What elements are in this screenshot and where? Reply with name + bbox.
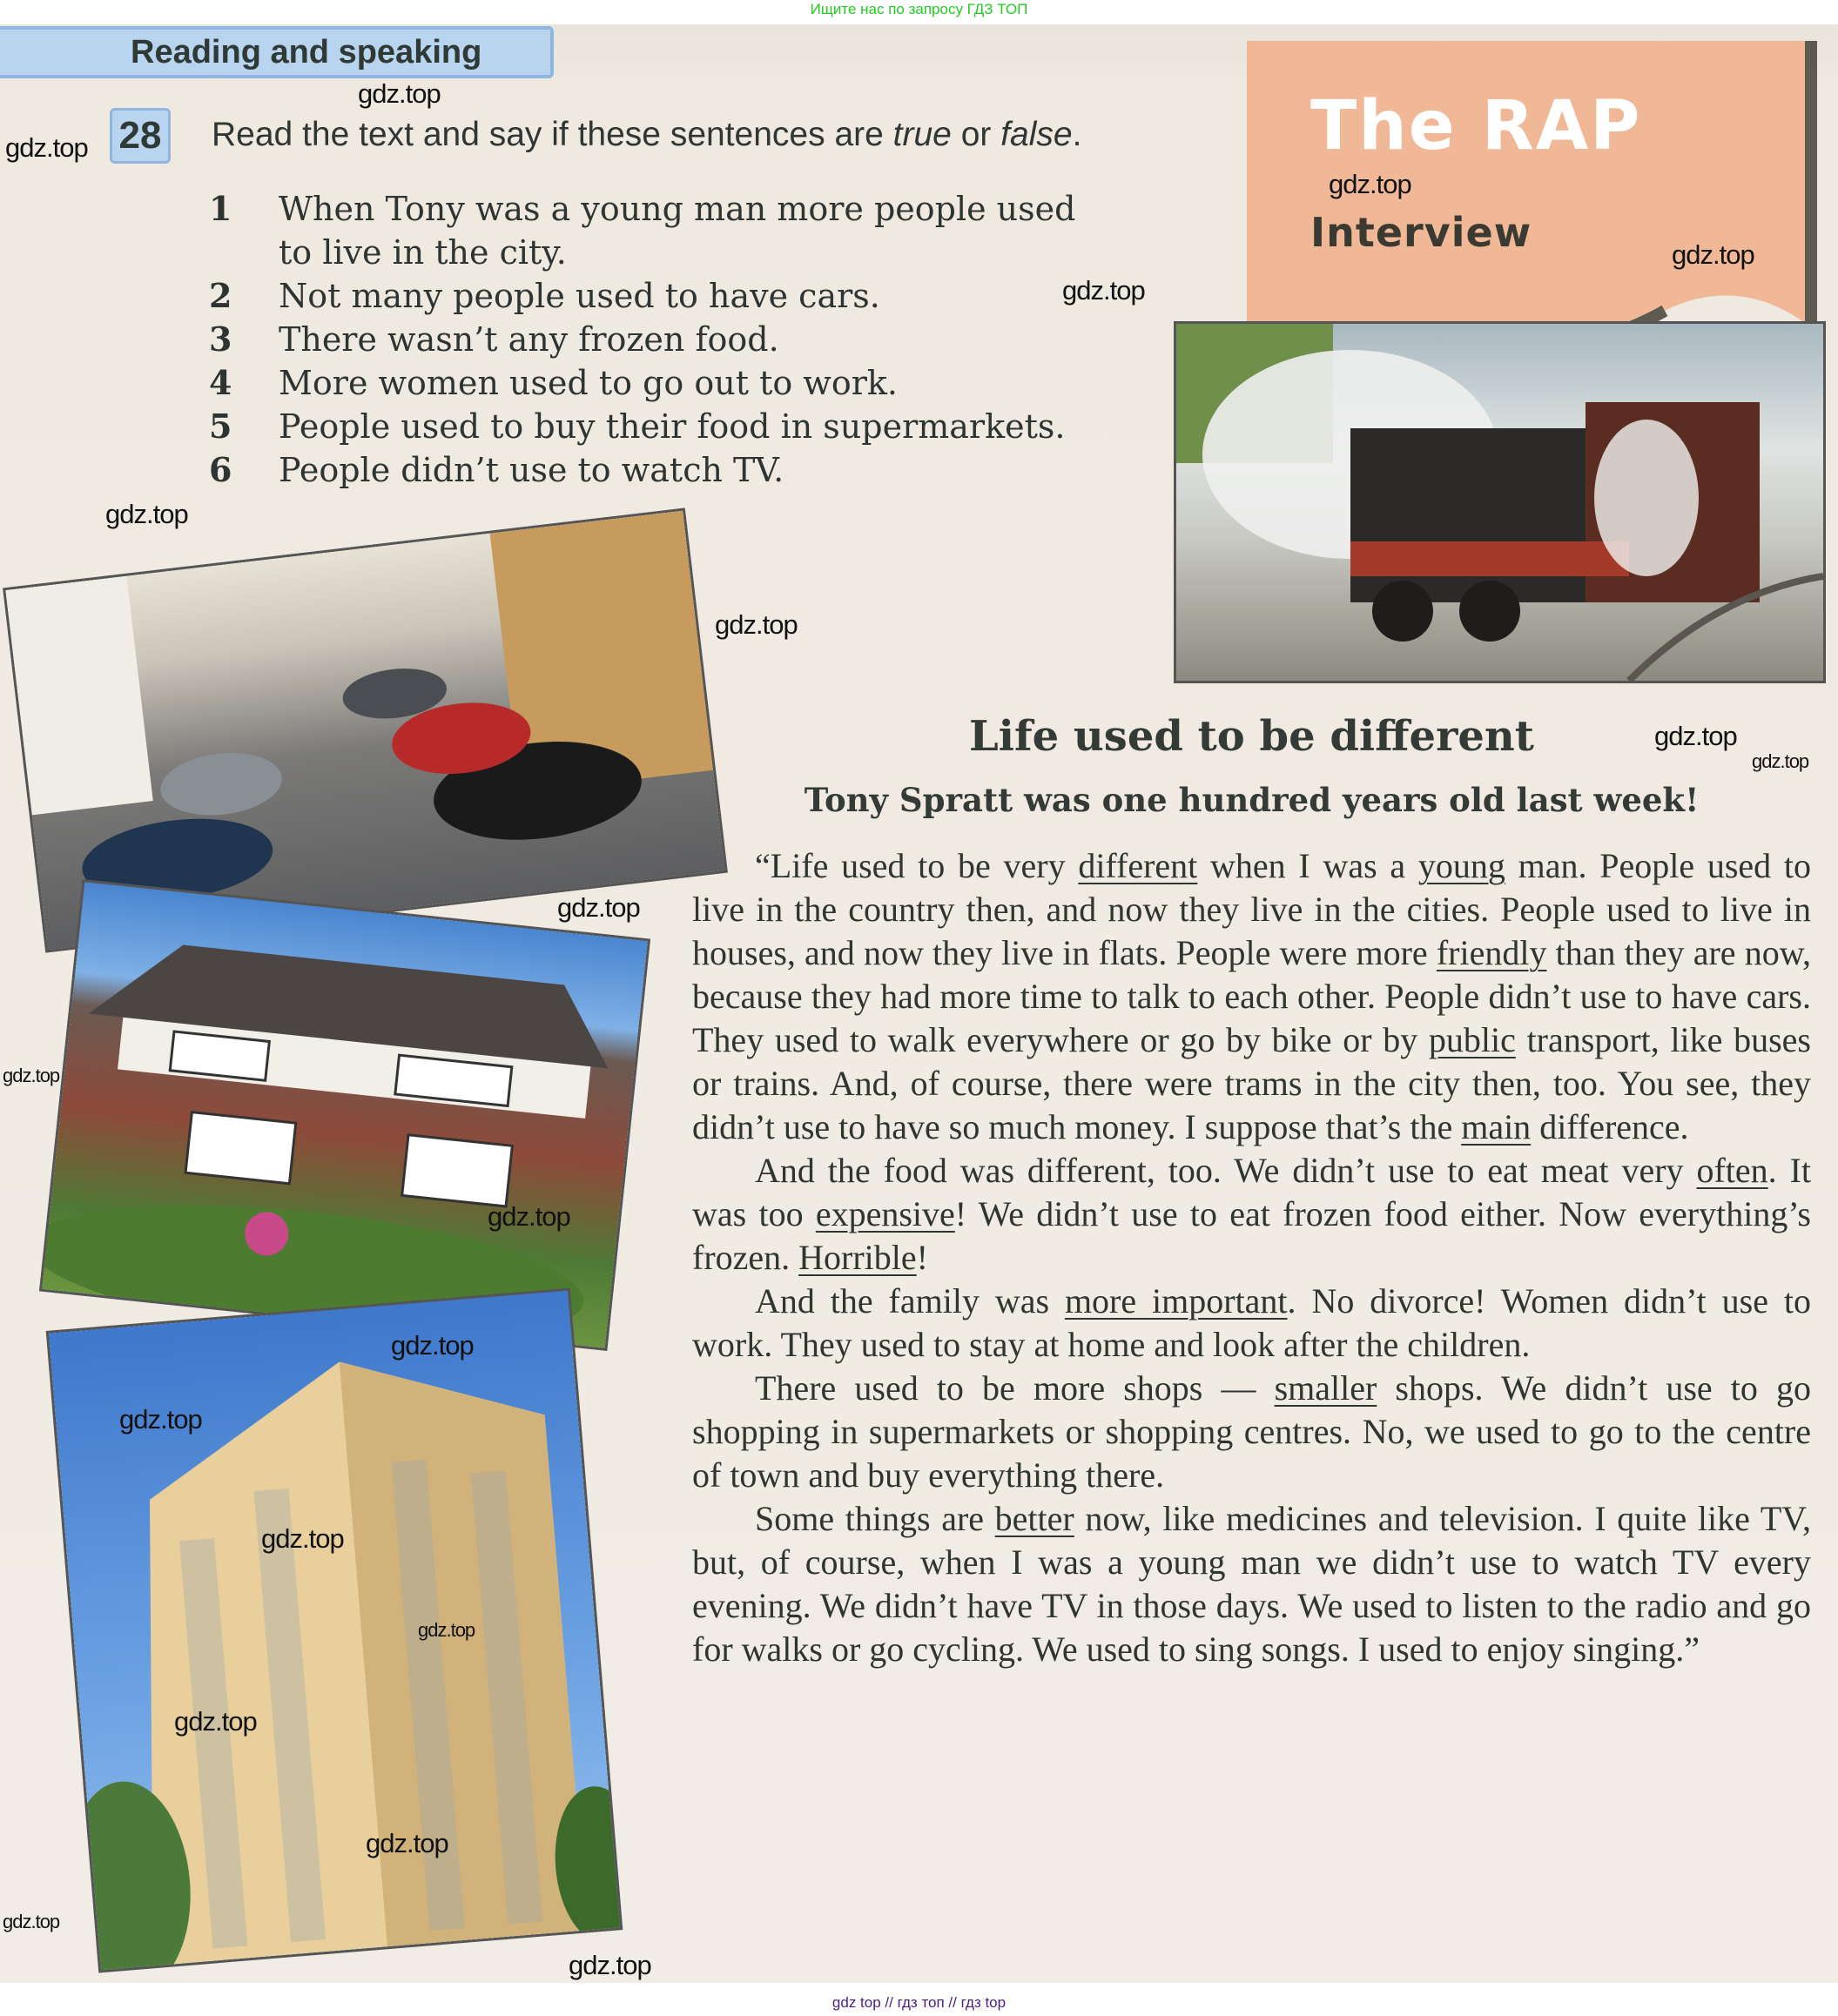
rap-title <box>1310 87 1642 165</box>
sentence-text: People didn’t use to watch TV. <box>279 451 784 489</box>
article-paragraph <box>692 1149 1811 1280</box>
sentence-text: When Tony was a young man more people used to live in the city. <box>279 190 1076 272</box>
exercise-instruction <box>212 115 1081 155</box>
tower-block-photo <box>49 1291 620 1971</box>
section-title: Reading and speaking <box>131 34 482 71</box>
watermark: gdz.top <box>1752 750 1809 772</box>
instruction-false: false <box>1000 116 1073 153</box>
sentence-number: 5 <box>209 407 232 446</box>
instruction-or: or <box>951 116 1001 153</box>
underlined-word: smaller <box>1274 1368 1377 1408</box>
paragraph-text: “Life used to be very <box>755 846 1079 885</box>
watermark: gdz.top <box>569 1950 651 1980</box>
sentence-number: 4 <box>209 363 232 402</box>
underlined-word: public <box>1428 1020 1516 1059</box>
sentence-list <box>209 187 1167 492</box>
instruction-text: Read the text and say if these sentences are <box>212 116 893 153</box>
sentence-item <box>209 187 1167 274</box>
sentence-item <box>209 318 1167 361</box>
underlined-word: Horrible <box>798 1238 917 1277</box>
article-paragraph <box>692 1280 1811 1367</box>
article-title: Life used to be different <box>969 712 1534 761</box>
paragraph-text: There used to be more shops — <box>755 1368 1275 1408</box>
house-illustration <box>42 882 648 1347</box>
paragraph-text: difference. <box>1531 1107 1689 1146</box>
sentence-number: 6 <box>209 450 232 489</box>
underlined-word: more important <box>1064 1281 1288 1320</box>
tudor-house-photo <box>42 882 648 1347</box>
underlined-word: often <box>1696 1151 1768 1190</box>
sentence-text: There wasn’t any frozen food. <box>279 320 779 359</box>
underlined-word: better <box>994 1499 1074 1538</box>
watermark: gdz.top <box>5 132 88 163</box>
underlined-word: expensive <box>815 1194 955 1233</box>
paragraph-text: And the family was <box>755 1281 1065 1320</box>
exercise-number: 28 <box>110 108 171 164</box>
watermark: gdz.top <box>358 78 441 109</box>
paragraph-text: . It was too <box>692 1151 1811 1233</box>
watermark: gdz.top <box>3 1911 60 1932</box>
paragraph-text: Some things are <box>755 1499 995 1538</box>
sentence-text: People used to buy their food in supermarkets. <box>279 407 1066 446</box>
footer-credits: gdz top // гдз топ // гдз top <box>831 1994 1007 2011</box>
watermark: gdz.top <box>1062 275 1145 306</box>
sentence-item <box>209 405 1167 448</box>
underlined-word: friendly <box>1436 933 1547 972</box>
paragraph-text: transport, like buses or trains. And, of course, there were trams in the city then, too. You see, they didn’t use to have so much money. I suppose that’s the <box>692 1020 1811 1146</box>
paragraph-text: ! <box>916 1238 928 1277</box>
watermark: gdz.top <box>3 1065 60 1086</box>
sentence-text: More women used to go out to work. <box>279 364 898 402</box>
paragraph-text: than they are now, because they had more time to talk to each other. People didn’t use to have cars. They used to walk everywhere or go by bike or by <box>692 933 1812 1059</box>
paragraph-text: And the food was different, too. We didn’t use to eat meat very <box>755 1151 1697 1190</box>
sentence-number: 2 <box>209 276 232 315</box>
sentence-number: 3 <box>209 319 232 359</box>
article-subtitle: Tony Spratt was one hundred years old last week! <box>804 781 1700 819</box>
steam-train-photo <box>1176 324 1823 681</box>
paragraph-text: ! We didn’t use to eat frozen food either. Now everything’s frozen. <box>692 1194 1811 1277</box>
paragraph-text: man. People used to live in the country then, and now they live in the cities. People used to live in houses, and now they live in flats. People were more <box>692 846 1811 972</box>
underlined-word: main <box>1461 1107 1532 1146</box>
watermark: gdz.top <box>1672 239 1754 270</box>
watermark: gdz.top <box>1654 721 1737 751</box>
sentence-item <box>209 448 1167 492</box>
watermark: gdz.top <box>366 1828 448 1858</box>
watermark: gdz.top <box>261 1523 344 1554</box>
instruction-end: . <box>1072 116 1082 153</box>
watermark: gdz.top <box>488 1201 570 1232</box>
watermark: gdz.top <box>119 1404 202 1435</box>
watermark: gdz.top <box>391 1330 474 1361</box>
sentence-number: 1 <box>209 189 232 228</box>
article-paragraph <box>692 1367 1811 1497</box>
article-paragraph <box>692 844 1811 1149</box>
rap-the: The <box>1310 87 1457 165</box>
watermark: gdz.top <box>418 1619 475 1641</box>
tower-illustration <box>49 1291 620 1971</box>
sentence-text: Not many people used to have cars. <box>279 277 880 315</box>
rap-interview-label: Interview <box>1310 209 1532 256</box>
rap-rap: RAP <box>1481 87 1642 165</box>
watermark: gdz.top <box>174 1706 257 1737</box>
article-paragraph <box>692 1497 1811 1671</box>
watermark: gdz.top <box>105 499 188 529</box>
paragraph-text: . No divorce! Women didn’t use to work. They used to stay at home and look after the children. <box>692 1281 1811 1364</box>
underlined-word: different <box>1078 846 1198 885</box>
sentence-item <box>209 274 1167 318</box>
paragraph-text: shops. We didn’t use to go shopping in supermarkets or shopping centres. No, we used to go to the centre of town and buy everything there. <box>692 1368 1811 1495</box>
underlined-word: young <box>1417 846 1505 885</box>
article-body <box>692 844 1811 1671</box>
instruction-true: true <box>892 116 952 153</box>
train-illustration <box>1176 324 1823 681</box>
watermark: gdz.top <box>1329 169 1411 199</box>
paragraph-text: now, like medicines and television. I quite like TV, but, of course, when I was a young man we didn’t use to watch TV every evening. We didn’t have TV in those days. We used to listen to the radio and go for walks or go cycling. We used to sing songs. I used to enjoy singing.” <box>692 1499 1811 1669</box>
paragraph-text: when I was a <box>1197 846 1418 885</box>
search-hint: Ищите нас по запросу ГДЗ ТОП <box>810 1 1028 17</box>
watermark: gdz.top <box>557 892 640 923</box>
watermark: gdz.top <box>715 609 798 640</box>
sentence-item <box>209 361 1167 405</box>
